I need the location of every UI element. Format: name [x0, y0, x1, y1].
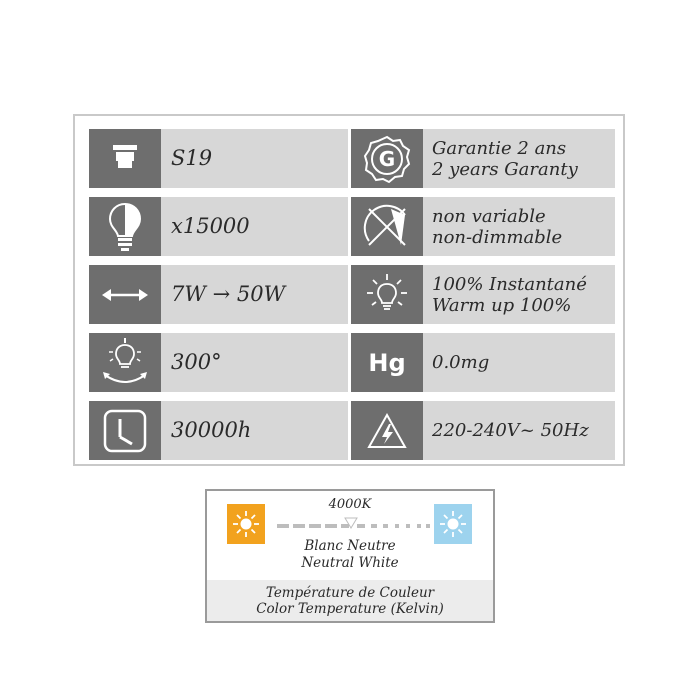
color-name-fr: Blanc Neutre [304, 538, 396, 554]
warm-up-text: 100% Instantané Warm up 100% [423, 265, 615, 324]
voltage-text: 220-240V~ 50Hz [423, 401, 615, 460]
guarantee-text: Garantie 2 ans 2 years Garanty [423, 129, 615, 188]
color-name-en: Neutral White [301, 555, 399, 571]
dimmable-text: non variable non-dimmable [423, 197, 615, 256]
specifications-panel [73, 114, 625, 466]
mercury-icon: Hg [351, 333, 423, 392]
temperature-value: 4000K [328, 497, 372, 512]
lamp-base-icon [89, 129, 161, 188]
spec-row-base [89, 129, 615, 188]
base-type-text: S19 [161, 129, 348, 188]
high-voltage-warning-icon [351, 401, 423, 460]
mercury-content-text: 0.0mg [423, 333, 615, 392]
spec-row-lifetime-cycles [89, 197, 615, 256]
beam-angle-icon [89, 333, 161, 392]
clock-icon [89, 401, 161, 460]
beam-angle-text: 300° [161, 333, 348, 392]
wattage-text: 7W → 50W [161, 265, 348, 324]
spec-row-beam-angle [89, 333, 615, 392]
caption-en: Color Temperature (Kelvin) [256, 600, 444, 617]
lifespan-text: 30000h [161, 401, 348, 460]
non-dimmable-icon [351, 197, 423, 256]
spec-row-wattage [89, 265, 615, 324]
color-temperature-panel [205, 489, 495, 623]
instant-light-icon [351, 265, 423, 324]
guarantee-g-badge-icon [351, 129, 423, 188]
switching-cycles-text: x15000 [161, 197, 348, 256]
caption-fr: Température de Couleur [265, 584, 435, 601]
spec-row-lifespan [89, 401, 615, 460]
color-temperature-caption [207, 580, 493, 621]
svg-text:G: G [378, 146, 396, 171]
temperature-scale [275, 516, 431, 532]
bulb-lifetime-icon [89, 197, 161, 256]
double-arrow-icon [89, 265, 161, 324]
